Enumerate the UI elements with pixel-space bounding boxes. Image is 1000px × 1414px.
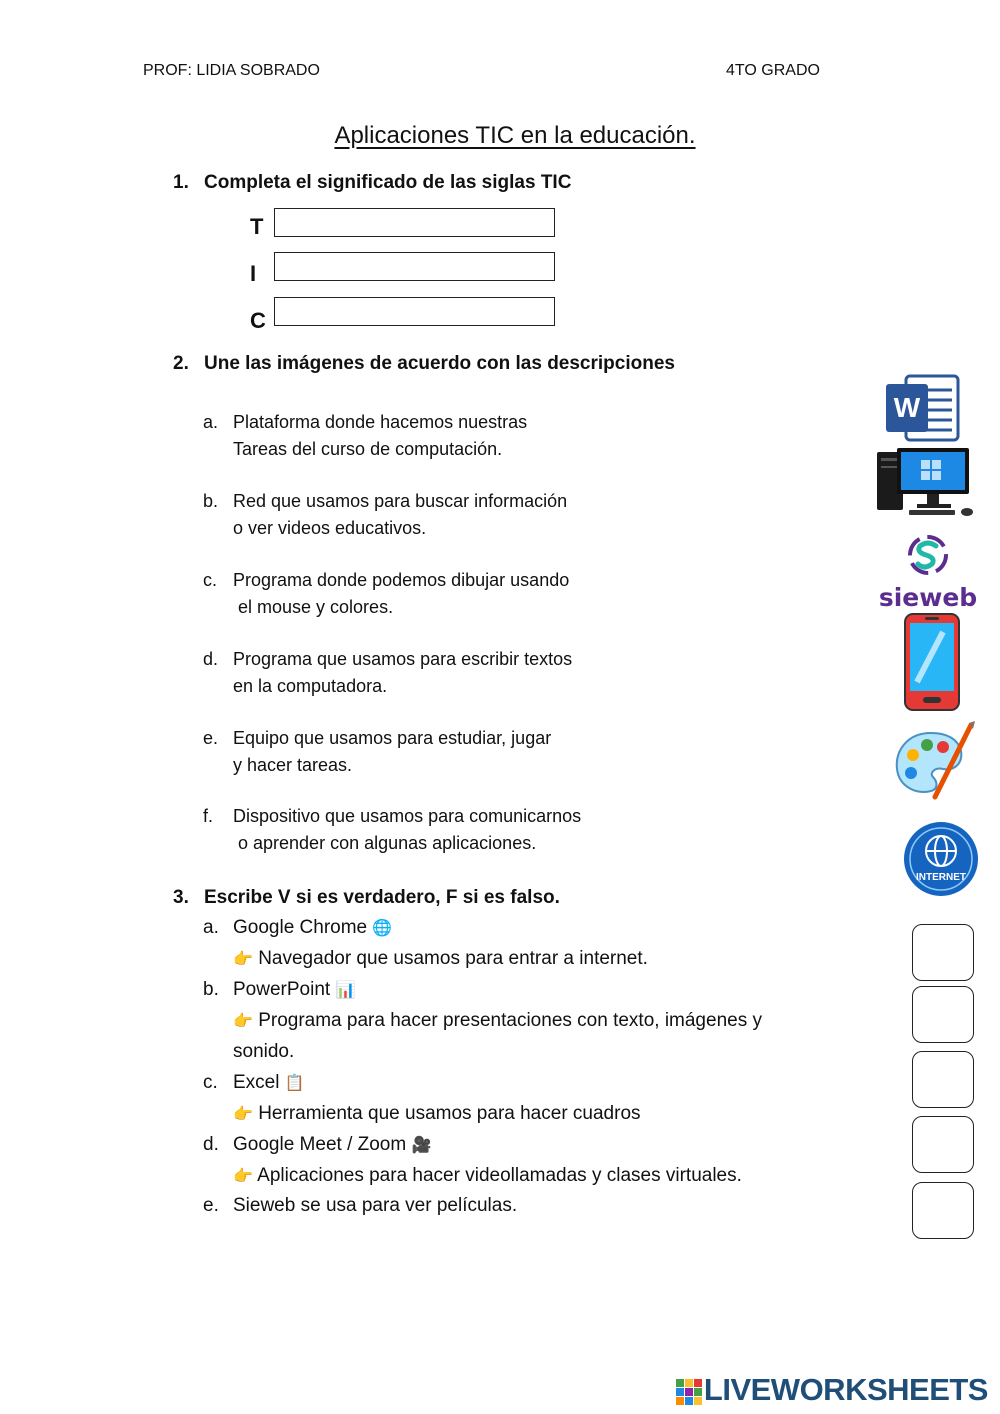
tf-item-d xyxy=(203,1134,432,1156)
tf-item-name: Sieweb se usa para ver películas. xyxy=(233,1195,518,1216)
tf-item-a-desc xyxy=(233,948,648,970)
match-item-letter: f. xyxy=(203,806,214,826)
match-item-line2: en la computadora. xyxy=(233,675,388,696)
tic-letter-t: T xyxy=(250,214,264,239)
match-item-a xyxy=(203,409,803,462)
grade-label: 4TO GRADO xyxy=(726,62,820,79)
match-item-f xyxy=(203,803,803,856)
tf-item-c xyxy=(203,1072,305,1094)
question-1-text: Completa el significado de las siglas TIC xyxy=(204,172,572,193)
pointing-hand-icon: 👉 xyxy=(233,1106,253,1123)
question-3-number: 3. xyxy=(173,887,189,908)
tf-item-letter: c. xyxy=(203,1072,218,1093)
match-item-letter: b. xyxy=(203,491,219,511)
tf-item-name: Excel xyxy=(233,1072,280,1093)
tf-item-b xyxy=(203,979,356,1001)
tf-item-c-desc xyxy=(233,1103,641,1125)
liveworksheets-mark-icon xyxy=(676,1379,702,1405)
tf-item-desc: Herramienta que usamos para hacer cuadros xyxy=(258,1103,641,1124)
tf-item-desc: Navegador que usamos para entrar a internet. xyxy=(258,948,648,969)
tic-input-c[interactable] xyxy=(274,297,555,326)
match-item-line1: Red que usamos para buscar información xyxy=(233,491,568,511)
match-item-d xyxy=(203,646,803,699)
tf-answer-box-d[interactable] xyxy=(912,1116,974,1173)
word-app-icon[interactable] xyxy=(884,374,962,442)
match-item-line2: o ver videos educativos. xyxy=(233,517,427,538)
match-item-letter: c. xyxy=(203,570,218,590)
match-item-e xyxy=(203,725,803,778)
tf-item-b-desc xyxy=(233,1010,762,1032)
pointing-hand-icon: 👉 xyxy=(233,951,253,968)
match-item-line2: Tareas del curso de computación. xyxy=(233,438,503,459)
video-camera-icon: 🎥 xyxy=(411,1137,432,1154)
pointing-hand-icon: 👉 xyxy=(233,1013,253,1030)
tic-letter-i: I xyxy=(250,261,257,286)
question-2-text: Une las imágenes de acuerdo con las descripciones xyxy=(204,353,675,374)
tf-item-b-desc-cont: sonido. xyxy=(233,1041,295,1062)
clipboard-icon: 📋 xyxy=(284,1075,305,1092)
match-item-line1: Plataforma donde hacemos nuestras xyxy=(233,412,528,432)
tf-item-d-desc xyxy=(233,1165,742,1187)
match-item-line1: Dispositivo que usamos para comunicarnos xyxy=(233,806,582,826)
pointing-hand-icon: 👉 xyxy=(233,1168,253,1185)
smartphone-icon[interactable] xyxy=(903,612,961,712)
teacher-name: PROF: LIDIA SOBRADO xyxy=(143,62,320,79)
bar-chart-icon: 📊 xyxy=(335,982,356,999)
tf-item-letter: e. xyxy=(203,1195,219,1216)
tf-answer-box-b[interactable] xyxy=(912,986,974,1043)
sieweb-logo-text: sieweb xyxy=(878,583,978,612)
match-item-line2: el mouse y colores. xyxy=(233,596,394,617)
match-item-c xyxy=(203,567,803,620)
tf-item-a xyxy=(203,917,393,939)
match-item-letter: a. xyxy=(203,412,219,432)
internet-icon[interactable] xyxy=(902,820,980,898)
tf-item-name: PowerPoint xyxy=(233,979,331,1000)
tf-item-letter: a. xyxy=(203,917,219,938)
tic-letter-c: C xyxy=(250,308,266,333)
tic-input-t[interactable] xyxy=(274,208,555,237)
desktop-computer-icon[interactable] xyxy=(873,446,977,518)
liveworksheets-text: LIVEWORKSHEETS xyxy=(703,1372,988,1407)
question-2 xyxy=(173,353,793,377)
tic-input-i[interactable] xyxy=(274,252,555,281)
match-item-line1: Equipo que usamos para estudiar, jugar xyxy=(233,728,552,748)
match-item-line2: y hacer tareas. xyxy=(233,754,353,775)
tf-answer-box-c[interactable] xyxy=(912,1051,974,1108)
tf-answer-box-e[interactable] xyxy=(912,1182,974,1239)
question-1-number: 1. xyxy=(173,172,189,193)
tf-answer-box-a[interactable] xyxy=(912,924,974,981)
liveworksheets-logo xyxy=(676,1372,988,1408)
tf-item-name: Google Chrome xyxy=(233,917,368,938)
match-item-letter: e. xyxy=(203,728,219,748)
tf-item-name: Google Meet / Zoom xyxy=(233,1134,407,1155)
word-letter: W xyxy=(893,392,921,423)
globe-icon: 🌐 xyxy=(372,920,393,937)
question-3-text: Escribe V si es verdadero, F si es falso. xyxy=(204,887,560,908)
tf-item-e xyxy=(203,1195,518,1217)
question-2-number: 2. xyxy=(173,353,189,374)
tf-item-letter: b. xyxy=(203,979,219,1000)
tf-item-desc: Aplicaciones para hacer videollamadas y clases virtuales. xyxy=(257,1165,742,1186)
tf-item-desc: Programa para hacer presentaciones con texto, imágenes y xyxy=(258,1010,762,1031)
match-item-letter: d. xyxy=(203,649,219,669)
match-item-line2: o aprender con algunas aplicaciones. xyxy=(233,832,537,853)
sieweb-logo[interactable] xyxy=(876,528,980,612)
question-3 xyxy=(173,887,793,911)
paint-app-icon[interactable] xyxy=(891,719,977,803)
tf-item-letter: d. xyxy=(203,1134,219,1155)
page-title: Aplicaciones TIC en la educación. xyxy=(334,122,696,149)
match-item-line1: Programa que usamos para escribir textos xyxy=(233,649,573,669)
match-item-line1: Programa donde podemos dibujar usando xyxy=(233,570,570,590)
question-1 xyxy=(173,172,773,196)
internet-icon-label: INTERNET xyxy=(916,872,966,883)
match-item-b xyxy=(203,488,803,541)
